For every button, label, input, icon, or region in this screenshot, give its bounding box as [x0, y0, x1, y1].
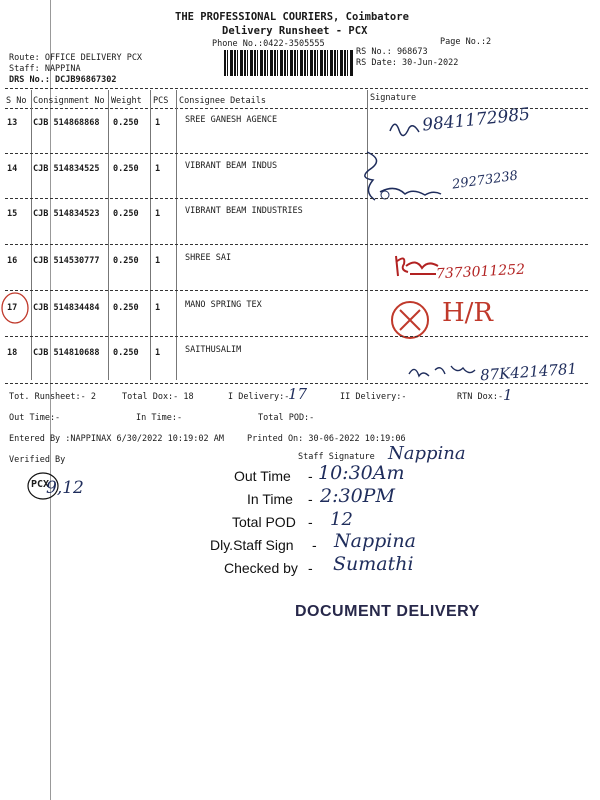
stamp-separator: -	[308, 514, 313, 530]
i-delivery-hand: 17	[288, 385, 308, 403]
stamp-separator: -	[308, 491, 313, 507]
col-header-consignee: Consignee Details	[179, 96, 266, 106]
table-row-consignment: CJB 514834484	[33, 303, 100, 313]
stamp-staff-sign-label: Dly.Staff Sign	[210, 537, 294, 553]
ii-delivery: II Delivery:-	[340, 392, 407, 402]
stamp-checked-by-value: Sumathi	[333, 553, 414, 575]
sheet-title: Delivery Runsheet - PCX	[222, 25, 368, 37]
route: Route: OFFICE DELIVERY PCX	[9, 53, 143, 63]
stamp-separator: -	[308, 468, 313, 484]
stamp-out-time-label: Out Time	[234, 468, 291, 484]
table-row-consignee: MANO SPRING TEX	[185, 300, 262, 310]
table-row-consignment: CJB 514530777	[33, 256, 100, 266]
printed-on: Printed On: 30-06-2022 10:19:06	[247, 434, 406, 444]
row-rule	[5, 153, 588, 154]
signature-scribble	[405, 360, 480, 385]
signature-scribble	[385, 116, 425, 141]
table-row-consignee: SHREE SAI	[185, 253, 232, 263]
table-row-pcs: 1	[155, 118, 161, 128]
col-header-weight: Weight	[111, 96, 142, 106]
stamp-in-time-label: In Time	[247, 491, 293, 507]
table-row-consignment: CJB 514810688	[33, 348, 100, 358]
table-row-sno: 16	[7, 256, 18, 266]
phone-number: Phone No.:0422-3505555	[212, 39, 325, 49]
table-row-consignee: SREE GANESH AGENCE	[185, 115, 278, 125]
table-bottom-rule	[5, 383, 588, 384]
col-header-signature: Signature	[370, 93, 417, 103]
table-row-consignee: VIBRANT BEAM INDUS	[185, 161, 278, 171]
entered-by: Entered By :NAPPINAX 6/30/2022 10:19:02 AM	[9, 434, 224, 444]
document-delivery-stamp: DOCUMENT DELIVERY	[295, 603, 480, 620]
staff-signature-label: Staff Signature	[298, 452, 375, 462]
stamp-checked-by-label: Checked by	[224, 560, 298, 576]
rtn-dox-hand: 1	[503, 386, 513, 404]
total-pod: Total POD:-	[258, 413, 315, 423]
table-row-sno: 15	[7, 209, 18, 219]
table-row-weight: 0.250	[113, 209, 139, 219]
page-number: Page No.:2	[440, 37, 492, 47]
total-dox: Total Dox:- 18	[122, 392, 194, 402]
table-row-signature-phone: 29273238	[451, 168, 519, 193]
table-row-signature-phone: 7373011252	[435, 261, 526, 283]
table-row-weight: 0.250	[113, 256, 139, 266]
in-time: In Time:-	[136, 413, 183, 423]
verified-by: Verified By	[9, 455, 66, 465]
staff-signature-hand: Nappina	[388, 443, 466, 464]
stamp-total-pod-label: Total POD	[232, 514, 296, 530]
total-runsheet: Tot. Runsheet:- 2	[9, 392, 96, 402]
table-row-pcs: 1	[155, 348, 161, 358]
drs-number: DRS No.: DCJB96867302	[9, 75, 117, 85]
stamp-out-time-value: 10:30Am	[318, 462, 405, 484]
table-row-consignment: CJB 514834523	[33, 209, 100, 219]
table-row-consignment: CJB 514834525	[33, 164, 100, 174]
row-rule	[5, 244, 588, 245]
row-rule	[5, 290, 588, 291]
i-delivery: I Delivery:-	[228, 392, 290, 402]
table-row-signature-phone: 9841172985	[421, 104, 531, 136]
table-row-consignment: CJB 514868868	[33, 118, 100, 128]
rs-number: RS No.: 968673	[356, 47, 428, 57]
signature-scribble	[355, 150, 445, 215]
table-row-signature-hr: H/R	[442, 298, 494, 328]
table-row-sno: 18	[7, 348, 18, 358]
table-row-pcs: 1	[155, 303, 161, 313]
table-top-rule	[5, 88, 588, 89]
table-row-weight: 0.250	[113, 118, 139, 128]
table-row-pcs: 1	[155, 164, 161, 174]
table-row-pcs: 1	[155, 256, 161, 266]
rtn-dox: RTN Dox:-	[457, 392, 504, 402]
row-rule	[5, 336, 588, 337]
stamp-staff-sign-value: Nappina	[334, 530, 416, 552]
table-row-consignee: SAITHUSALIM	[185, 345, 242, 355]
table-row-weight: 0.250	[113, 164, 139, 174]
company-name: THE PROFESSIONAL COURIERS, Coimbatore	[175, 11, 409, 23]
table-row-sno: 14	[7, 164, 18, 174]
stamp-separator: -	[312, 537, 317, 553]
table-row-sno: 13	[7, 118, 18, 128]
out-time: Out Time:-	[9, 413, 61, 423]
table-row-weight: 0.250	[113, 348, 139, 358]
signature-scribble	[392, 252, 442, 282]
staff: Staff: NAPPINA	[9, 64, 81, 74]
stamp-total-pod-value: 12	[330, 509, 353, 530]
table-row-pcs: 1	[155, 209, 161, 219]
table-row-consignee: VIBRANT BEAM INDUSTRIES	[185, 206, 303, 216]
pcx-seal-hand: 9,12	[46, 478, 84, 498]
table-row-weight: 0.250	[113, 303, 139, 313]
col-header-pcs: PCS	[153, 96, 169, 106]
stamp-in-time-value: 2:30PM	[320, 485, 395, 507]
row-rule	[5, 198, 588, 199]
col-header-sno: S No	[6, 96, 27, 106]
table-row-sno: 17	[7, 303, 18, 313]
table-row-signature-phone: 87K4214781	[479, 359, 578, 385]
col-header-consignment: Consignment No	[33, 96, 105, 106]
stamp-separator: -	[308, 560, 313, 576]
rs-date: RS Date: 30-Jun-2022	[356, 58, 459, 68]
barcode	[224, 50, 354, 76]
pcx-seal-text: PCX	[31, 479, 50, 490]
